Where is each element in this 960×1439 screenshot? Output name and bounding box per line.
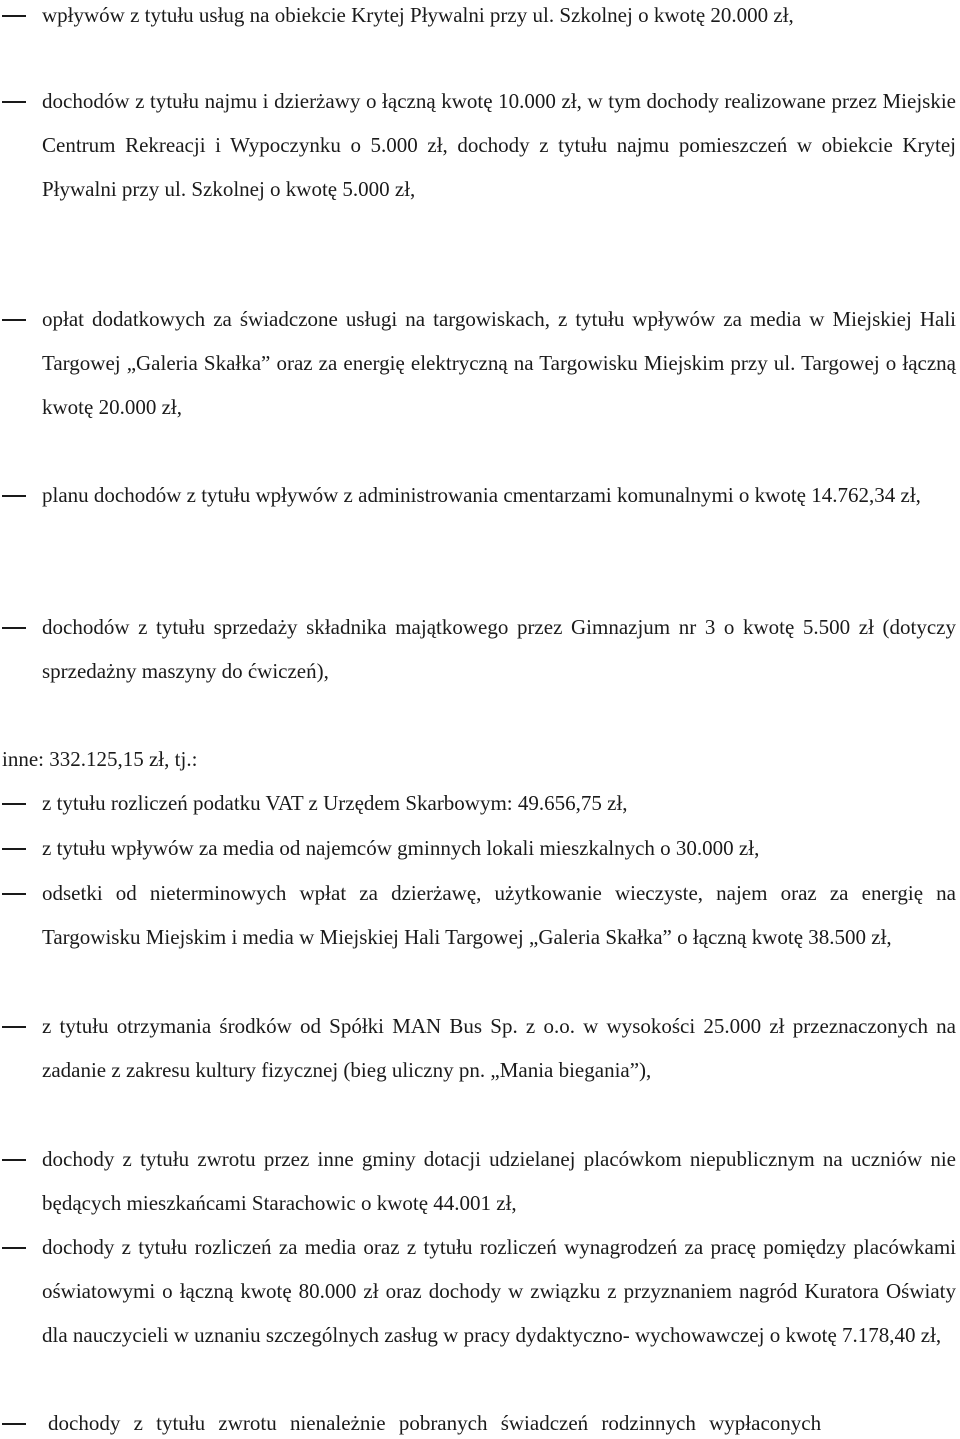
dash-bullet <box>2 319 26 321</box>
list-item <box>0 0 960 37</box>
list-item <box>0 79 960 255</box>
list-item-text: planu dochodów z tytułu wpływów z administrowania cmentarzami komunalnymi o kwotę 14.762,34 zł, <box>42 483 921 507</box>
dash-bullet <box>2 1026 26 1028</box>
list-item-text: z tytułu wpływów za media od najemców gminnych lokali mieszkalnych o 30.000 zł, <box>42 836 760 860</box>
list-item <box>0 605 960 693</box>
list-item-text: z tytułu otrzymania środków od Spółki MAN Bus Sp. z o.o. w wysokości 25.000 zł przeznaczonych na zadanie z zakresu kultury fizycznej (bieg uliczny pn. „Mania biegania”), <box>42 1014 956 1082</box>
dash-bullet <box>2 1423 26 1425</box>
list-item <box>0 1225 960 1401</box>
list-item <box>0 473 960 561</box>
dash-bullet <box>2 15 26 17</box>
dash-bullet <box>2 893 26 895</box>
list-item <box>0 297 960 429</box>
list-item <box>0 871 960 1003</box>
list-item <box>0 1401 960 1439</box>
dash-bullet <box>2 495 26 497</box>
list-item-text: dochodów z tytułu sprzedaży składnika majątkowego przez Gimnazjum nr 3 o kwotę 5.500 zł (dotyczy sprzedażny maszyny do ćwiczeń), <box>42 615 956 683</box>
dash-bullet <box>2 1247 26 1249</box>
list-item-text: odsetki od nieterminowych wpłat za dzierżawę, użytkowanie wieczyste, najem oraz za energię na Targowisku Miejskim i media w Miejskiej Hali Targowej „Galeria Skałka” o łączną kwotę 38.500 zł, <box>42 881 956 949</box>
list-item <box>0 1004 960 1136</box>
list-item-text: dochody z tytułu zwrotu przez inne gminy dotacji udzielanej placówkom niepublicznym na uczniów nie będących mieszkańcami Starachowic o kwotę 44.001 zł, <box>42 1147 956 1215</box>
dash-bullet <box>2 848 26 850</box>
dash-bullet <box>2 1159 26 1161</box>
list-item-text: wpływów z tytułu usług na obiekcie Krytej Pływalni przy ul. Szkolnej o kwotę 20.000 zł, <box>42 3 794 27</box>
list-item-text: dochody z tytułu rozliczeń za media oraz z tytułu rozliczeń wynagrodzeń za pracę pomiędzy placówkami oświatowymi o łączną kwotę 80.000 zł oraz dochody w związku z przyznaniem nagród Kuratora Oświaty dla nauczycieli w uznaniu szczególnych zasług w pracy dydaktyczno- wychowawczej o kwotę 7.178,40 zł, <box>42 1235 956 1347</box>
dash-bullet <box>2 627 26 629</box>
list-item <box>0 781 960 825</box>
list-item-text: opłat dodatkowych za świadczone usługi na targowiskach, z tytułu wpływów za media w Miejskiej Hali Targowej „Galeria Skałka” oraz za energię elektryczną na Targowisku Miejskim przy ul. Targowej o łączną kwotę 20.000 zł, <box>42 307 956 419</box>
dash-bullet <box>2 101 26 103</box>
list-item-text: dochody z tytułu zwrotu nienależnie pobranych świadczeń rodzinnych wypłaconych <box>48 1411 822 1435</box>
list-item <box>0 826 960 870</box>
section-heading-inne: inne: 332.125,15 zł, tj.: <box>2 747 198 771</box>
list-item-text: z tytułu rozliczeń podatku VAT z Urzędem Skarbowym: 49.656,75 zł, <box>42 791 628 815</box>
dash-bullet <box>2 803 26 805</box>
list-item-text: dochodów z tytułu najmu i dzierżawy o łączną kwotę 10.000 zł, w tym dochody realizowane przez Miejskie Centrum Rekreacji i Wypoczynku o 5.000 zł, dochody z tytułu najmu pomieszczeń w obiekcie Krytej Pływalni przy ul. Szkolnej o kwotę 5.000 zł, <box>42 89 956 201</box>
list-item <box>0 1137 960 1225</box>
